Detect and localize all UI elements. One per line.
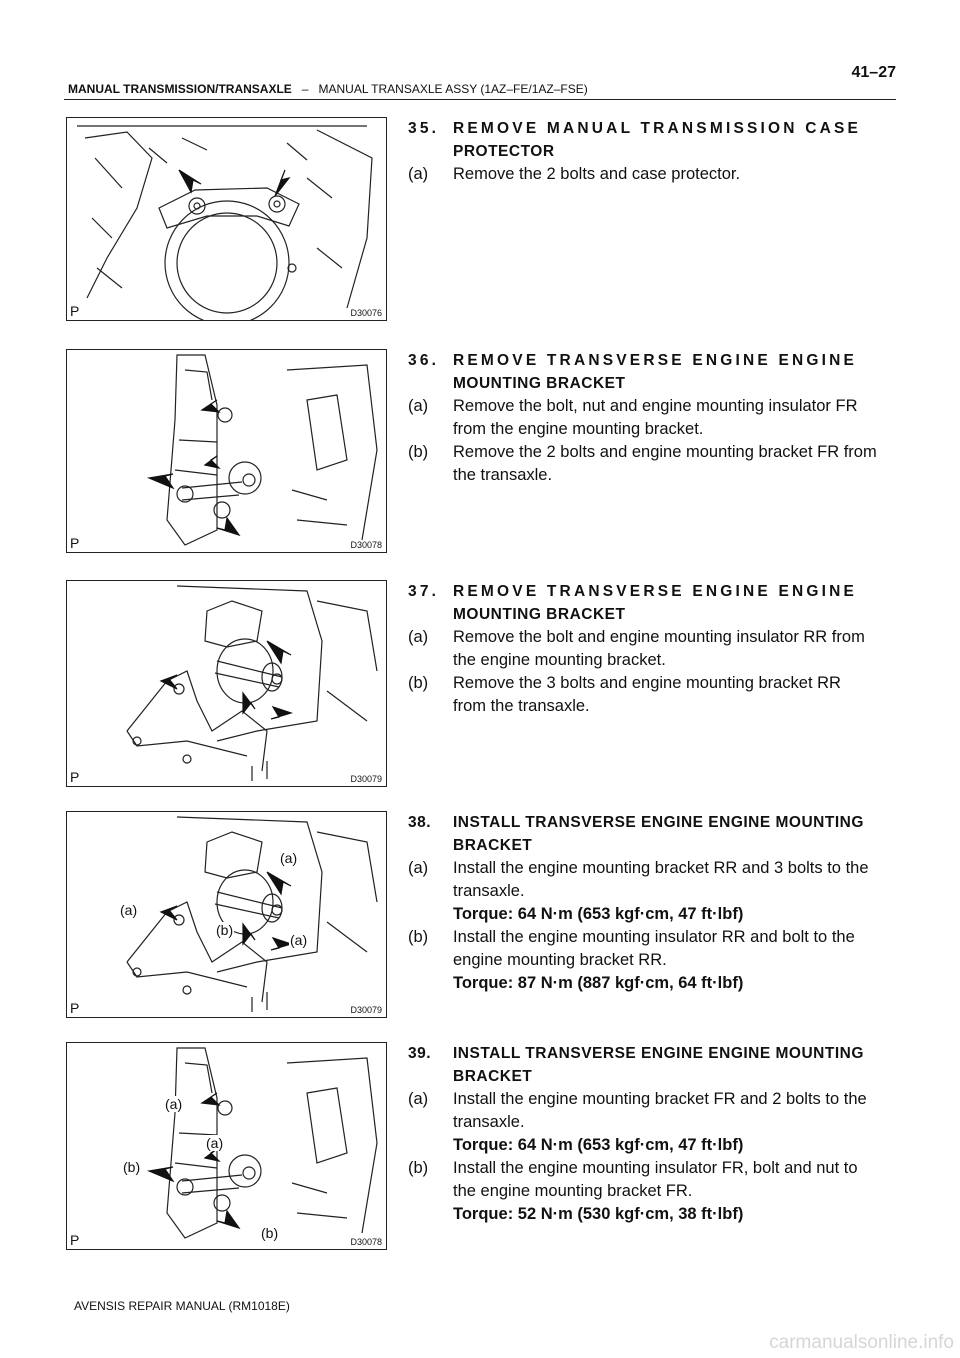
step-heading-cont: MOUNTING BRACKET bbox=[453, 606, 626, 623]
callout-label: (b) bbox=[261, 1225, 279, 1241]
step-heading: 37. REMOVE TRANSVERSE ENGINE ENGINE bbox=[408, 580, 898, 603]
step-heading-cont: BRACKET bbox=[453, 837, 533, 854]
arrow-icon bbox=[179, 170, 289, 196]
header-separator: – bbox=[301, 82, 309, 96]
step-number: 35. bbox=[408, 120, 440, 137]
step-item: (a) Install the engine mounting bracket RR and 3 bolts to the bbox=[408, 859, 869, 877]
step-number: 38. bbox=[408, 814, 432, 831]
figure-p-mark: P bbox=[70, 535, 80, 551]
arrow-icon bbox=[149, 1093, 239, 1228]
page-header bbox=[64, 62, 896, 100]
torque-spec: Torque: 64 N·m (653 kgf·cm, 47 ft·lbf) bbox=[453, 905, 744, 923]
torque-spec: Torque: 52 N·m (530 kgf·cm, 38 ft·lbf) bbox=[453, 1205, 744, 1223]
header-title bbox=[68, 82, 588, 96]
step-39: 39. INSTALL TRANSVERSE ENGINE ENGINE MOUNTING BRACKET (a) Install the engine mounting bracket FR and 2 bolts to the transaxle. Torque: 64 N·m (653 kgf·cm, 47 ft·lbf) (b) Install the engine mounting insulator FR, bolt and nut to the engine mounting bracket FR. Torque: 52 N·m (530 kgf·cm, 38 ft·lbf) bbox=[408, 1042, 898, 1226]
step-35 bbox=[408, 117, 898, 186]
illustration-bracket-fr-install bbox=[67, 1043, 387, 1250]
illustration-bracket-rr-install bbox=[67, 812, 387, 1018]
step-heading: 38. INSTALL TRANSVERSE ENGINE ENGINE MOUNTING bbox=[408, 811, 898, 834]
figure-bracket-fr-removal bbox=[66, 349, 387, 553]
figure-code: D30079 bbox=[350, 1005, 382, 1015]
figure-p-mark: P bbox=[70, 303, 80, 319]
figure-code: D30078 bbox=[350, 1237, 382, 1247]
step-item: (a) Remove the bolt and engine mounting insulator RR from bbox=[408, 628, 865, 646]
step-36: 36. REMOVE TRANSVERSE ENGINE ENGINE MOUNTING BRACKET (a) Remove the bolt, nut and engine mounting insulator FR from the engine mounting bracket. (b) Remove the 2 bolts and engine mounting bracket FR from the transaxle. bbox=[408, 349, 898, 487]
figure-code: D30078 bbox=[350, 540, 382, 550]
step-item: (b) Remove the 2 bolts and engine mounting bracket FR from bbox=[408, 443, 877, 461]
figure-bracket-rr-removal bbox=[66, 580, 387, 787]
page-number: 41–27 bbox=[851, 64, 896, 81]
illustration-case-protector bbox=[67, 118, 387, 321]
step-heading: 36. REMOVE TRANSVERSE ENGINE ENGINE bbox=[408, 349, 898, 372]
watermark: carmanualsonline.info bbox=[769, 1332, 954, 1353]
header-section: MANUAL TRANSMISSION/TRANSAXLE bbox=[68, 82, 292, 96]
step-number: 36. bbox=[408, 352, 440, 369]
step-item: (b) Remove the 3 bolts and engine mounting bracket RR bbox=[408, 674, 841, 692]
figure-p-mark: P bbox=[70, 1000, 80, 1016]
step-item: (a) Install the engine mounting bracket FR and 2 bolts to the bbox=[408, 1090, 867, 1108]
figure-bracket-rr-install bbox=[66, 811, 387, 1018]
figure-code: D30076 bbox=[350, 308, 382, 318]
page-footer: AVENSIS REPAIR MANUAL (RM1018E) bbox=[74, 1299, 290, 1313]
step-38: 38. INSTALL TRANSVERSE ENGINE ENGINE MOUNTING BRACKET (a) Install the engine mounting bracket RR and 3 bolts to the transaxle. Torque: 64 N·m (653 kgf·cm, 47 ft·lbf) (b) Install the engine mounting insulator RR and bolt to the engine mounting bracket RR. Torque: 87 N·m (887 kgf·cm, 64 ft·lbf) bbox=[408, 811, 898, 995]
step-item: (b) Install the engine mounting insulator FR, bolt and nut to bbox=[408, 1159, 858, 1177]
callout-label: (b) bbox=[123, 1159, 141, 1175]
step-heading-cont: PROTECTOR bbox=[453, 143, 555, 160]
header-subsection: MANUAL TRANSAXLE ASSY (1AZ–FE/1AZ–FSE) bbox=[318, 82, 588, 96]
figure-case-protector bbox=[66, 117, 387, 321]
header-rule bbox=[64, 99, 896, 100]
figure-bracket-fr-install bbox=[66, 1042, 387, 1250]
step-number: 39. bbox=[408, 1045, 432, 1062]
step-item: (b) Install the engine mounting insulator RR and bolt to the bbox=[408, 928, 855, 946]
arrow-icon bbox=[149, 400, 239, 535]
step-heading: 35. REMOVE MANUAL TRANSMISSION CASE bbox=[408, 117, 898, 140]
callout-label: (b) bbox=[216, 922, 234, 938]
step-number: 37. bbox=[408, 583, 440, 600]
torque-spec: Torque: 87 N·m (887 kgf·cm, 64 ft·lbf) bbox=[453, 974, 744, 992]
figure-code: D30079 bbox=[350, 774, 382, 784]
callout-label: (a) bbox=[280, 850, 298, 866]
illustration-bracket-rr bbox=[67, 581, 387, 787]
callout-label: (a) bbox=[206, 1135, 224, 1151]
torque-spec: Torque: 64 N·m (653 kgf·cm, 47 ft·lbf) bbox=[453, 1136, 744, 1154]
illustration-bracket-fr bbox=[67, 350, 387, 553]
step-item: (a) Remove the bolt, nut and engine mounting insulator FR bbox=[408, 397, 858, 415]
figure-p-mark: P bbox=[70, 1232, 80, 1248]
callout-label: (a) bbox=[120, 902, 138, 918]
step-37: 37. REMOVE TRANSVERSE ENGINE ENGINE MOUNTING BRACKET (a) Remove the bolt and engine mounting insulator RR from the engine mounting bracket. (b) Remove the 3 bolts and engine mounting bracket RR from the transaxle. bbox=[408, 580, 898, 718]
callout-label: (a) bbox=[290, 932, 308, 948]
step-heading-cont: MOUNTING BRACKET bbox=[453, 375, 626, 392]
step-heading: 39. INSTALL TRANSVERSE ENGINE ENGINE MOUNTING bbox=[408, 1042, 898, 1065]
step-heading-cont: BRACKET bbox=[453, 1068, 533, 1085]
callout-label: (a) bbox=[165, 1096, 183, 1112]
step-item: (a) Remove the 2 bolts and case protector. bbox=[408, 165, 741, 183]
figure-p-mark: P bbox=[70, 769, 80, 785]
